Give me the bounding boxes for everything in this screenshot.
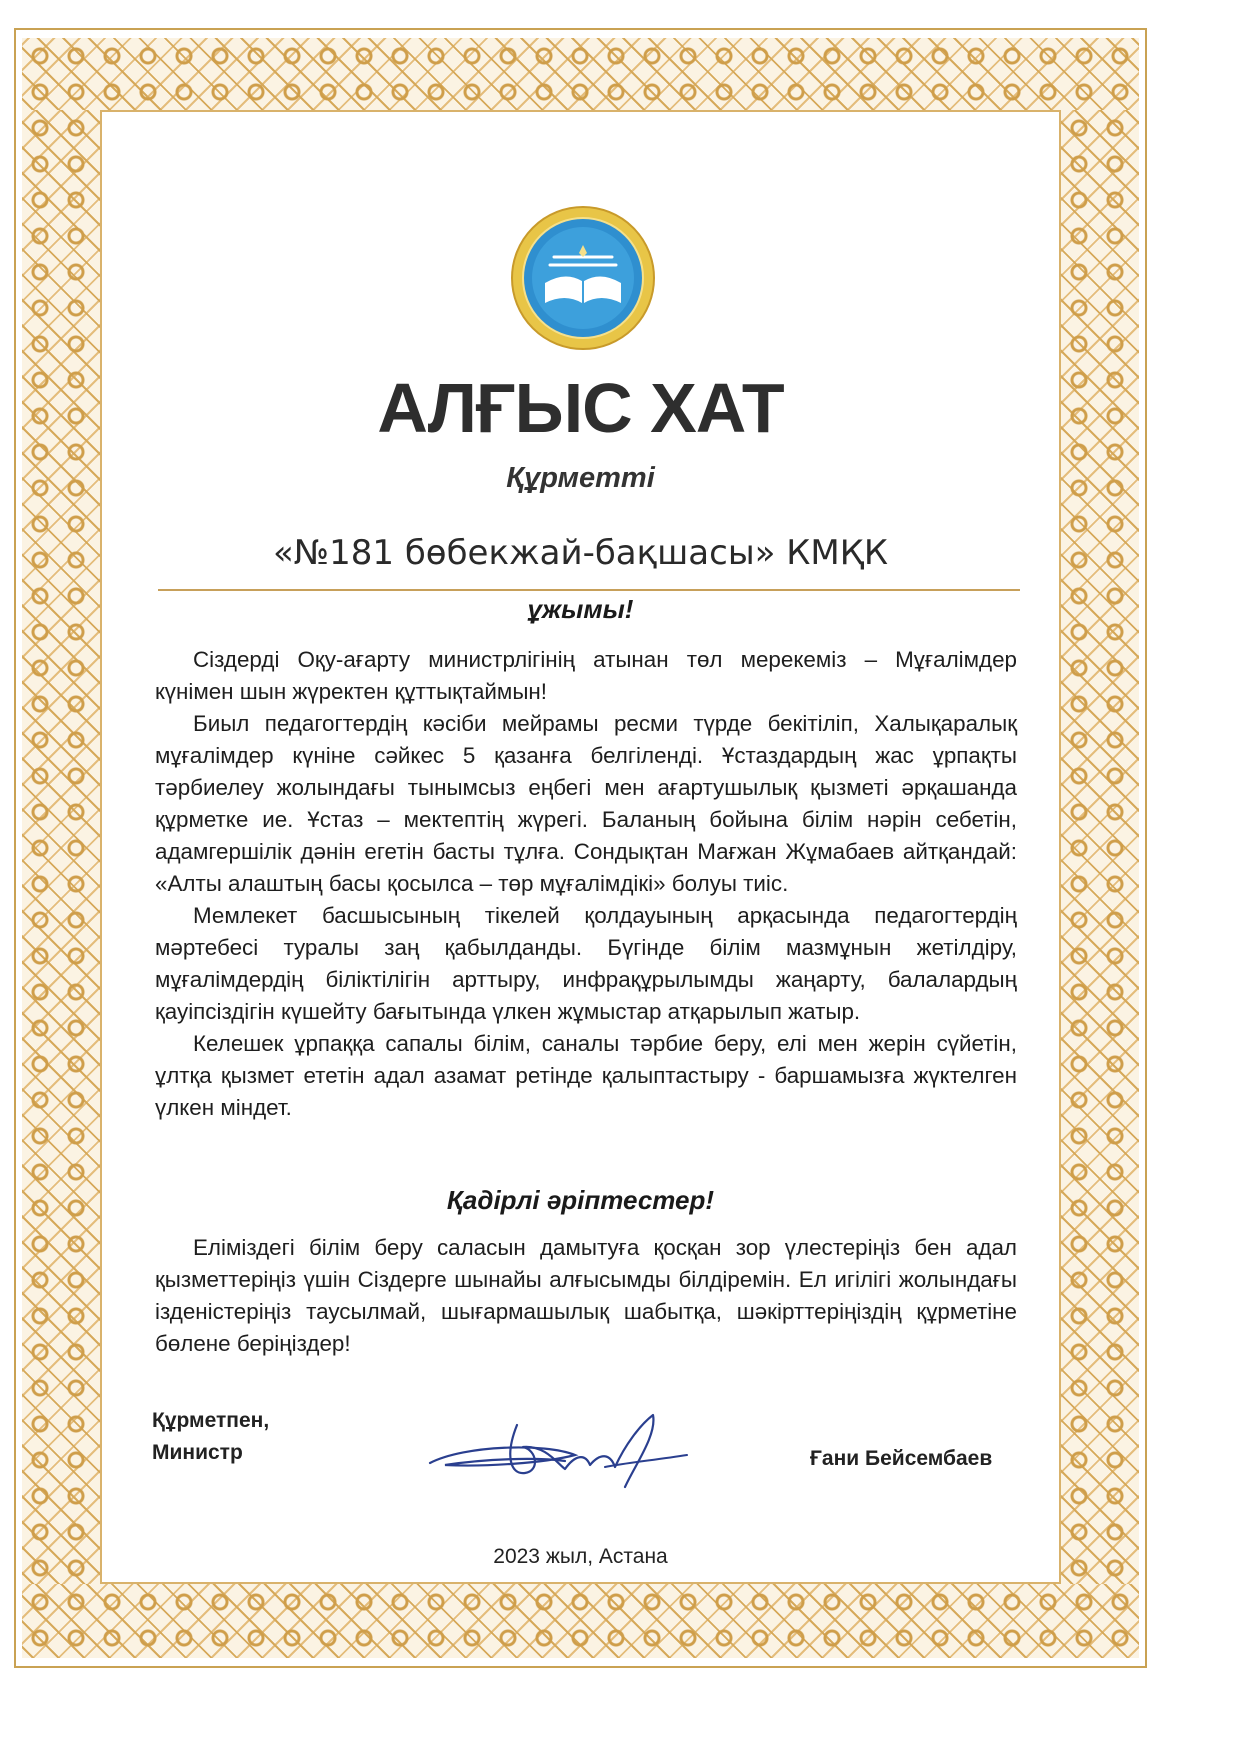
body-paragraph: Келешек ұрпаққа сапалы білім, саналы тәрбие беру, елі мен жерін сүйетін, ұлтқа қызмет ететін адал азамат ретінде қалыптастыру - баршамызға жүктелген үлкен міндет. [155, 1031, 1017, 1120]
body-paragraph: Биыл педагогтердің кәсіби мейрамы ресми түрде бекітіліп, Халықаралық мұғалімдер күніне сәйкес 5 қазанға белгіленді. Ұстаздардың жас ұрпақты тәрбиелеу жолындағы тынымсыз еңбегі мен ағартушылық қызметі әрқашанда құрметке ие. Ұстаз – мектептің жүрегі. Баланың бойына білім нәрін себетін, адамгершілік дәнін егетін басты тұлға. Сондықтан Мағжан Жұмабаев айтқандай: «Алты алаштың басы қосылса – төр мұғалімдікі» болуы тиіс. [155, 711, 1017, 896]
sign-off-position: Министр [152, 1441, 243, 1464]
ornament-border-bottom [22, 1584, 1139, 1658]
open-book-emblem-icon [510, 205, 656, 351]
letter-body [155, 644, 1017, 1124]
body-paragraph: Мемлекет басшысының тікелей қолдауының арқасында педагогтердің мәртебесі туралы заң қабылданды. Бүгінде білім мазмұнын жетілдіру, мұғалімдердің біліктілігін арттыру, инфрақұрылымды жаңарту, балалардың қауіпсіздігін күшейту бағытында үлкен жұмыстар атқарылып жатыр. [155, 903, 1017, 1024]
closing-paragraph: Еліміздегі білім беру саласын дамытуға қосқан зор үлестеріңіз бен адал қызметтеріңіз үшін Сіздерге шынайы алғысымды білдіремін. Ел игілігі жолындағы ізденістеріңіз таусылмай, шығармашылық шабытқа, шәкірттеріңіздің құрметіне бөлене беріңіздер! [155, 1235, 1017, 1356]
date-place: 2023 жыл, Астана [493, 1545, 668, 1568]
body-paragraph: Сіздерді Оқу-ағарту министрлігінің атынан төл мерекеміз – Мұғалімдер күнімен шын жүректен құттықтаймын! [155, 647, 1017, 704]
recipient-underline [158, 589, 1020, 591]
recipient-collective: ұжымы! [527, 594, 634, 624]
sign-off [152, 1405, 269, 1469]
closing-body [155, 1232, 1017, 1360]
ornament-border-top [22, 38, 1139, 110]
handwritten-signature [425, 1405, 695, 1495]
salutation: Құрметті [506, 462, 655, 494]
recipient-name: «№181 бөбекжай-бақшасы» КМҚК [272, 533, 889, 573]
ornament-border-left [22, 110, 100, 1584]
signer-name: Ғани Бейсембаев [810, 1447, 993, 1470]
document-title: АЛҒЫС ХАТ [377, 369, 784, 447]
ornament-border-right [1061, 110, 1139, 1584]
sign-off-respect: Құрметпен, [152, 1409, 270, 1432]
colleagues-greeting: Қадірлі әріптестер! [446, 1185, 715, 1215]
